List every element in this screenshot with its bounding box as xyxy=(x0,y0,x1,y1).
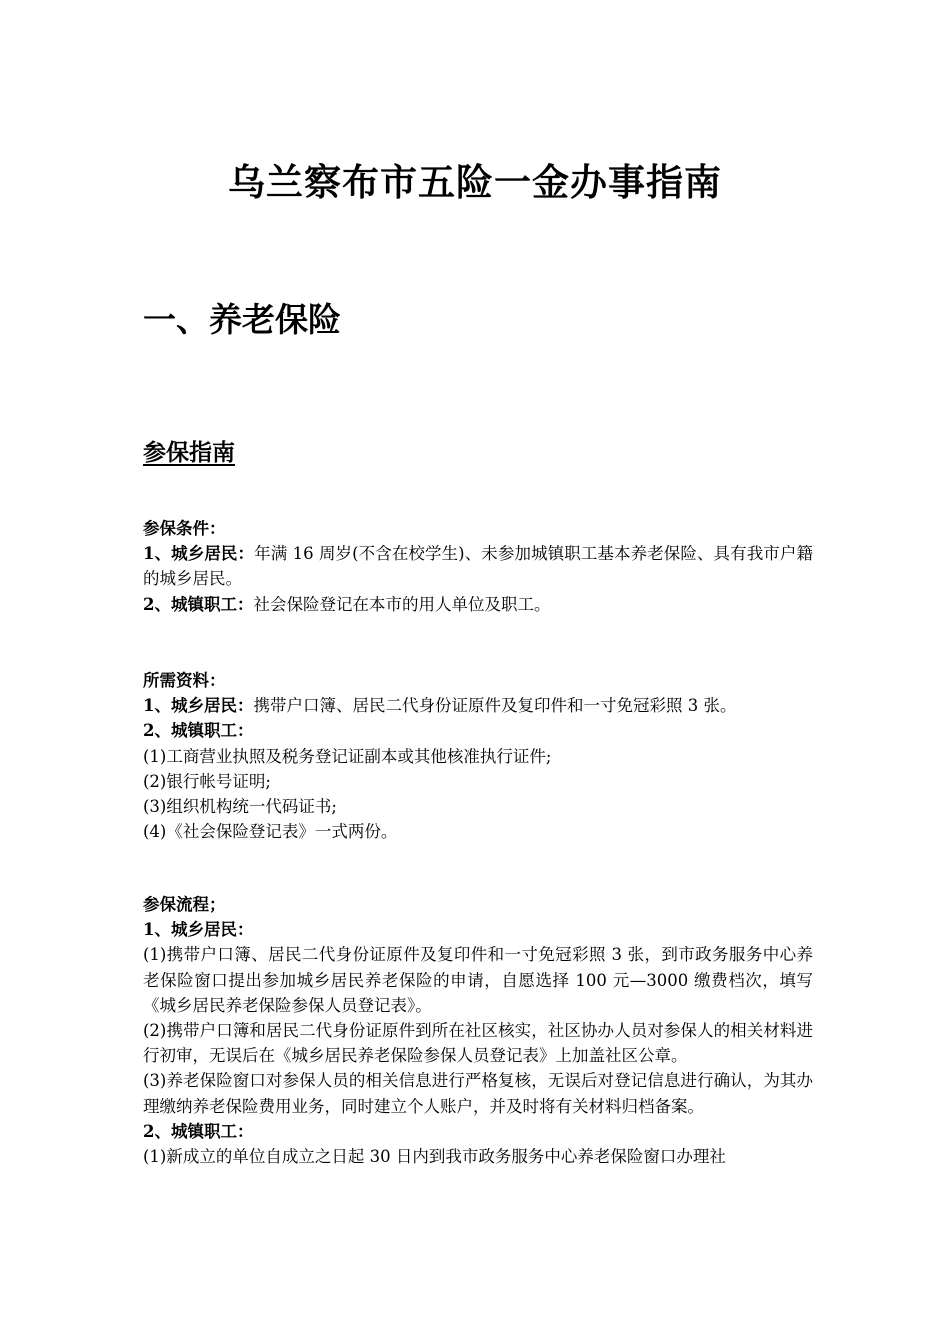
subheading-enrollment-guide: 参保指南 xyxy=(143,439,235,466)
process-item-label: 1、城乡居民： xyxy=(143,920,254,940)
condition-item-text: 年满 16 周岁(不含在校学生)、未参加城镇职工基本养老保险、具有我市户籍的城乡居民。 xyxy=(143,544,813,589)
enrollment-process-block xyxy=(143,892,813,1169)
condition-item-text: 社会保险登记在本市的用人单位及职工。 xyxy=(253,594,551,614)
material-line: (3)组织机构统一代码证书; xyxy=(143,797,337,817)
process-step: (3)养老保险窗口对参保人员的相关信息进行严格复核，无误后对登记信息进行确认，为其办理缴纳养老保险费用业务，同时建立个人账户，并及时将有关材料归档备案。 xyxy=(143,1071,813,1116)
condition-item xyxy=(143,592,813,617)
condition-item-label: 2、城镇职工： xyxy=(143,594,254,614)
condition-item xyxy=(143,541,813,591)
material-line: (1)工商营业执照及税务登记证副本或其他核准执行证件; xyxy=(143,746,552,766)
section-heading-pension: 一、养老保险 xyxy=(143,300,341,339)
process-step: (1)携带户口簿、居民二代身份证原件及复印件和一寸免冠彩照 3 张，到市政务服务中心养老保险窗口提出参加城乡居民养老保险的申请，自愿选择 100 元—3000 缴费档次，填写《城乡居民养老保险参保人员登记表》。 xyxy=(143,945,813,1015)
condition-item-label: 1、城乡居民： xyxy=(143,544,255,564)
process-label: 参保流程； xyxy=(143,895,226,914)
material-item xyxy=(143,693,813,718)
material-item-label: 1、城乡居民： xyxy=(143,696,254,716)
process-item-label: 2、城镇职工： xyxy=(143,1121,254,1141)
material-item-text: 携带户口簿、居民二代身份证原件及复印件和一寸免冠彩照 3 张。 xyxy=(253,696,737,716)
material-line: (4)《社会保险登记表》一式两份。 xyxy=(143,822,398,842)
process-step: (2)携带户口簿和居民二代身份证原件到所在社区核实，社区协办人员对参保人的相关材料进行初审，无误后在《城乡居民养老保险参保人员登记表》上加盖社区公章。 xyxy=(143,1021,813,1066)
enrollment-conditions-block xyxy=(143,516,813,617)
conditions-label: 参保条件： xyxy=(143,519,226,538)
materials-label: 所需资料： xyxy=(143,671,226,690)
material-line: (2)银行帐号证明; xyxy=(143,771,271,791)
document-title: 乌兰察布市五险一金办事指南 xyxy=(228,160,722,204)
required-materials-block xyxy=(143,668,813,844)
material-item-label: 2、城镇职工： xyxy=(143,721,254,741)
process-step: (1)新成立的单位自成立之日起 30 日内到我市政务服务中心养老保险窗口办理社 xyxy=(143,1147,726,1167)
